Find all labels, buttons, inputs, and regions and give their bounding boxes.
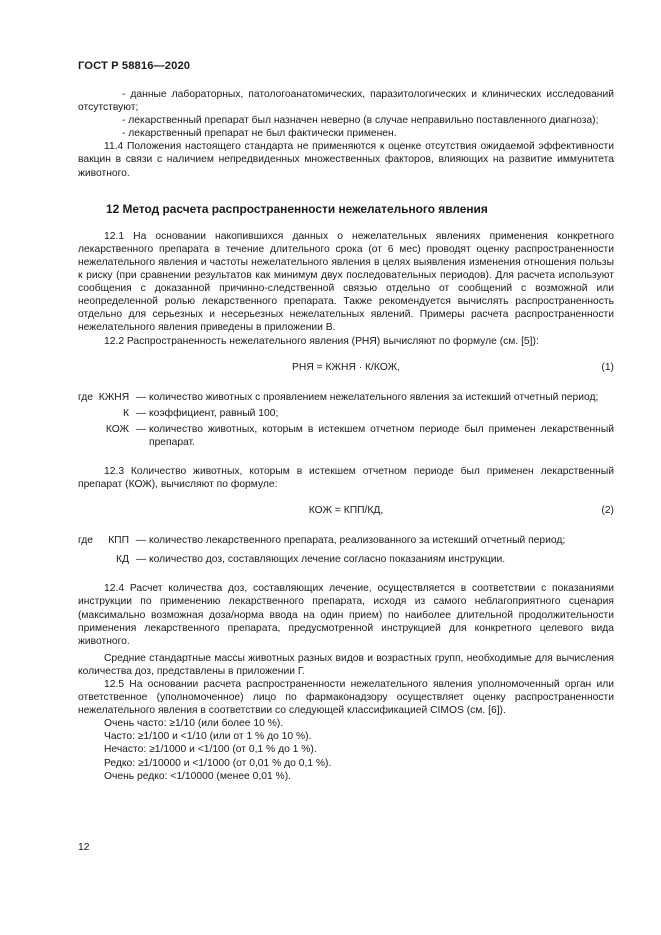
definition-symbol <box>78 391 133 404</box>
definition-row <box>78 407 614 420</box>
list-item: - данные лабораторных, патологоанатомических, паразитологических и клинических исследований отсутствуют; <box>78 89 614 114</box>
paragraph-12-4: 12.4 Расчет количества доз, составляющих лечение, осуществляется в соответствии с показаниями инструкции по применению лекарственного препарата, исходя из самого неблагоприятного сценария (максимально возможная доза/норма ввода на один прием) по наиболее длительной продолжительности применения лекарственного препарата, предусмотренной инструкцией для конкретного целевого вида животного. <box>78 583 614 647</box>
formula-1-expression: РНЯ = КЖНЯ · К/КОЖ, <box>292 361 400 373</box>
definition-dash: — <box>135 554 147 566</box>
paragraph-12-3: 12.3 Количество животных, которым в истекшем отчетном периоде был применен лекарственный препарат (КОЖ), вычисляют по формуле: <box>78 465 614 491</box>
paragraph-12-4-b: Средние стандартные массы животных разных видов и возрастных групп, необходимые для вычисления количества доз, представлены в приложении Г. <box>78 652 614 677</box>
definition-symbol: КОЖ <box>105 423 129 435</box>
definition-text: количество животных с проявлением нежелательного явления за истекший отчетный период; <box>149 391 599 403</box>
definition-text: коэффициент, равный 100; <box>149 407 279 419</box>
definition-dash: — <box>135 423 147 435</box>
frequency-item: Нечасто: ≥1/1000 и <1/100 (от 0,1 % до 1 %). <box>104 744 317 756</box>
document-header: ГОСТ Р 58816—2020 <box>78 60 191 72</box>
where-label: где <box>78 391 94 403</box>
paragraph-12-5: 12.5 На основании расчета распространенности нежелательного явления уполномоченный орган или ответственное (уполномоченное) лицо по фармаконадзору осуществляет оценку распространенности нежелательного явления в соответствии со следующей классификацией CIMOS (см. [6]). <box>78 679 614 717</box>
definition-symbol: К <box>123 407 129 419</box>
list-item: - лекарственный препарат был назначен неверно (в случае неправильно поставленного диагноза); <box>122 115 599 127</box>
definition-symbol <box>78 534 133 547</box>
frequency-item: Очень часто: ≥1/10 (или более 10 %). <box>104 718 284 730</box>
definition-row <box>78 423 614 449</box>
definition-dash: — <box>135 535 147 547</box>
formula-1 <box>78 361 614 375</box>
list-item: - лекарственный препарат не был фактически применен. <box>122 128 397 140</box>
paragraph-12-1: 12.1 На основании накопившихся данных о нежелательных явлениях применения конкретного лекарственного препарата в течение длительного срока (от 6 мес) проводят оценку распространенности нежелательного явления и частоты нежелательного явления в целях выявления изменения отношения пользы к риску (при сравнении результатов как минимум двух последовательных периодов). Для расчета используют сообщения с доказанной причинно-следственной связью отдельно от сообщений с возможной или неопределенной ролью лекарственного препарата. Также рекомендуется вычислять распространенность отдельно для серьезных и несерьезных нежелательных явлений. Примеры расчета распространенности нежелательного явления приведены в приложении В. <box>78 230 614 334</box>
frequency-item: Часто: ≥1/100 и <1/10 (или от 1 % до 10 %). <box>104 731 312 743</box>
frequency-item: Очень редко: <1/10000 (менее 0,01 %). <box>104 770 291 782</box>
definition-symbol-text: КЖНЯ <box>98 391 130 403</box>
formula-2-number: (2) <box>601 505 614 517</box>
section-12-heading: 12 Метод расчета распространенности нежелательного явления <box>106 201 488 216</box>
definition-text: количество лекарственного препарата, реализованного за истекший отчетный период; <box>149 535 566 547</box>
definition-symbol-text: КПП <box>108 535 129 547</box>
formula-1-number: (1) <box>601 361 614 373</box>
paragraph-12-2: 12.2 Распространенность нежелательного явления (РНЯ) вычисляют по формуле (см. [5]): <box>104 335 539 347</box>
frequency-classification <box>78 717 614 782</box>
definition-text: количество животных, которым в истекшем отчетном периоде был применен лекарственный препарат. <box>149 423 614 448</box>
definition-text: количество доз, составляющих лечение согласно показаниям инструкции. <box>149 554 506 566</box>
formula-2 <box>78 504 614 518</box>
definition-row <box>78 553 614 566</box>
document-body <box>78 88 614 783</box>
definition-row <box>78 534 614 547</box>
definition-dash: — <box>135 407 147 419</box>
formula-2-expression: КОЖ = КПП/КД, <box>308 505 384 517</box>
definition-dash: — <box>135 391 147 403</box>
formula-2-definitions <box>78 534 614 566</box>
definition-row <box>78 391 614 404</box>
frequency-item: Редко: ≥1/10000 и <1/1000 (от 0,01 % до 0,1 %). <box>104 757 332 769</box>
formula-1-definitions <box>78 391 614 449</box>
page-number: 12 <box>78 842 90 853</box>
paragraph-11-4: 11.4 Положения настоящего стандарта не применяются к оценке отсутствия ожидаемой эффективности вакцин в связи с наличием непредвиденных множественных факторов, влияющих на развитие иммунитета животного. <box>78 141 614 179</box>
definition-symbol: КД <box>116 554 129 566</box>
where-label: где <box>78 535 94 547</box>
